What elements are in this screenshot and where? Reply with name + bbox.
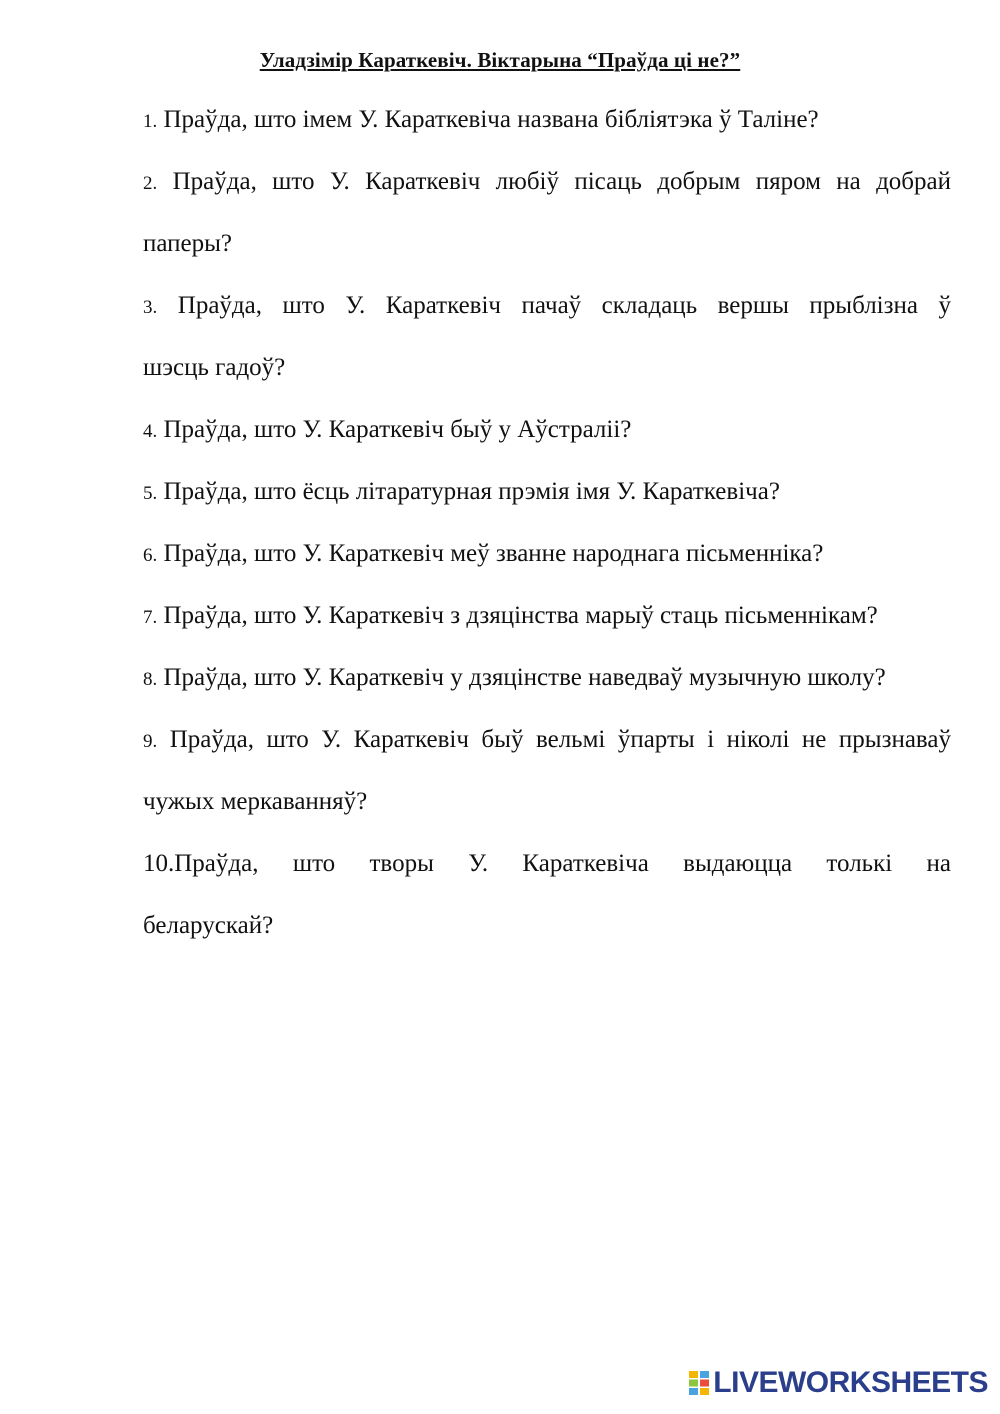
question-number: 7.	[143, 607, 158, 628]
question-item	[143, 97, 951, 159]
question-number: 1.	[143, 111, 158, 132]
question-text: Праўда, што У. Караткевіч быў у Аўстраліі?	[163, 416, 632, 443]
question-item	[143, 593, 951, 655]
question-line-continued: шэсць гадоў?	[143, 354, 286, 381]
question-line	[143, 841, 951, 903]
question-line-continued: паперы?	[143, 230, 233, 257]
question-line	[143, 469, 951, 531]
question-line	[143, 159, 951, 221]
brand-name: LIVEWORKSHEETS	[713, 1366, 988, 1399]
question-line-continued: чужых меркаванняў?	[143, 788, 368, 815]
question-item	[143, 841, 951, 965]
question-item	[143, 531, 951, 593]
question-text: Праўда, што У. Караткевіч у дзяцінстве наведваў музычную школу?	[163, 664, 886, 691]
question-text: Праўда, што У. Караткевіч меў званне народнага пісьменніка?	[163, 540, 824, 567]
question-number: 5.	[143, 483, 158, 504]
question-list	[143, 97, 951, 965]
question-text: Праўда, што У. Караткевіч пачаў складаць вершы прыблізна ў	[177, 292, 951, 319]
question-text: Праўда, што ёсць літаратурная прэмія імя У. Караткевіча?	[163, 478, 780, 505]
question-item	[143, 717, 951, 841]
question-item	[143, 159, 951, 283]
question-line	[143, 593, 951, 655]
question-item	[143, 407, 951, 469]
question-text: Праўда, што У. Караткевіч з дзяцінства марыў стаць пісьменнікам?	[163, 602, 878, 629]
question-number: 2.	[143, 173, 158, 194]
question-line	[143, 655, 951, 717]
liveworksheets-brand[interactable]	[689, 1366, 988, 1400]
question-line	[143, 531, 951, 593]
question-item	[143, 469, 951, 531]
liveworksheets-logo-icon	[689, 1371, 709, 1395]
question-text: Праўда, што творы У. Караткевіча выдаюцца толькі на	[174, 850, 951, 877]
question-line	[143, 717, 951, 779]
question-number: 4.	[143, 421, 158, 442]
question-text: Праўда, што У. Караткевіч быў вельмі ўпарты і ніколі не прызнаваў	[169, 726, 951, 753]
question-number: 9.	[143, 731, 158, 752]
question-item	[143, 283, 951, 407]
question-line	[143, 283, 951, 345]
question-line	[143, 97, 951, 159]
question-text: Праўда, што імем У. Караткевіча названа бібліятэка ў Таліне?	[163, 106, 819, 133]
question-line-continued: беларускай?	[143, 912, 274, 939]
question-number: 6.	[143, 545, 158, 566]
question-number: 10.	[143, 850, 175, 877]
question-number: 8.	[143, 669, 158, 690]
question-line	[143, 407, 951, 469]
question-item	[143, 655, 951, 717]
question-text: Праўда, што У. Караткевіч любіў пісаць добрым пяром на добрай	[172, 168, 952, 195]
page-title: Уладзімір Караткевіч. Віктарына “Праўда ці не?”	[259, 48, 741, 72]
question-number: 3.	[143, 297, 158, 318]
